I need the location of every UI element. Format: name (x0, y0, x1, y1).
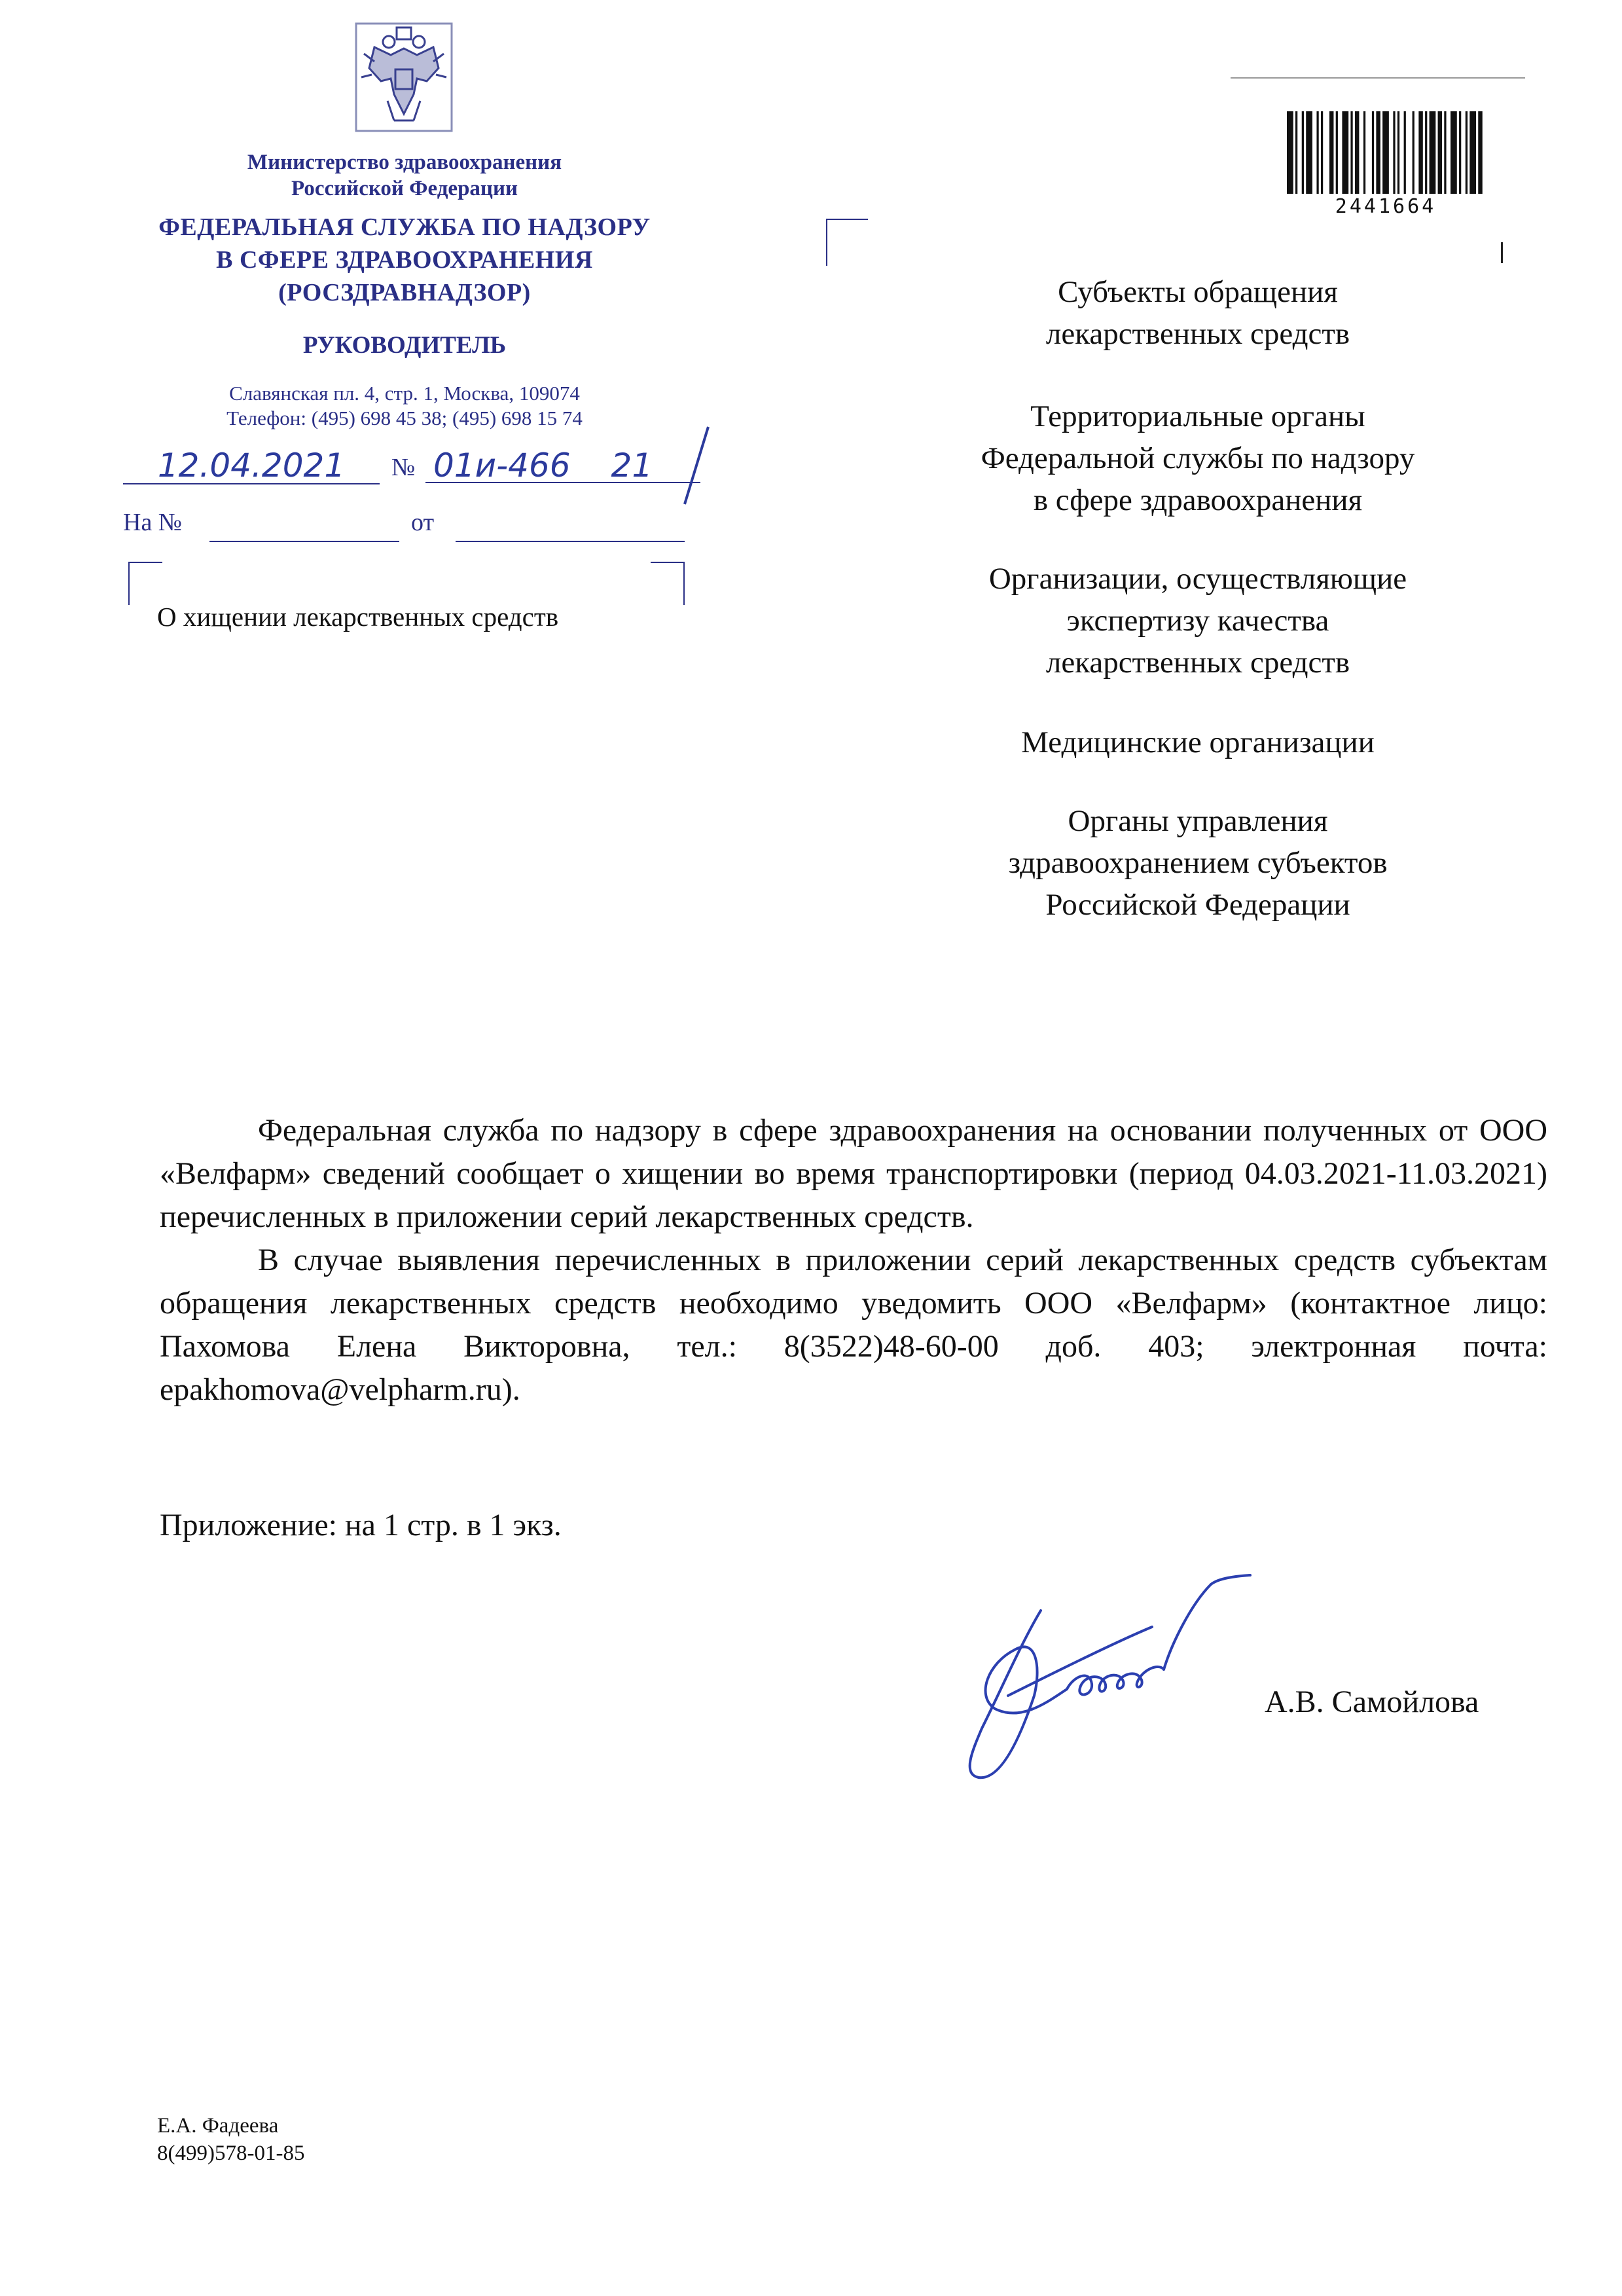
barcode-bar (1444, 111, 1446, 194)
addressee-1: Субъекты обращения лекарственных средств (1045, 275, 1350, 351)
coat-of-arms-icon (355, 22, 453, 132)
barcode-bar (1316, 111, 1318, 194)
letterhead-phone: Телефон: (495) 698 45 38; (495) 698 15 74 (226, 407, 583, 429)
letter-body (160, 1109, 1547, 1412)
letterhead-contacts (123, 381, 686, 431)
reference-date-field (456, 541, 685, 542)
barcode-number: 2441664 (1335, 195, 1437, 218)
letterhead-address: Славянская пл. 4, стр. 1, Москва, 109074 (229, 382, 580, 405)
barcode-bar (1306, 111, 1312, 194)
barcode-bar (1363, 111, 1365, 194)
barcode-top-line (1231, 77, 1525, 79)
barcode-bar (1393, 111, 1395, 194)
barcode-bar (1469, 111, 1476, 194)
barcode-bar (1329, 111, 1333, 194)
barcode-bar (1451, 111, 1457, 194)
subject-corner-right (651, 562, 685, 605)
letter-subject: О хищении лекарственных средств (157, 602, 559, 632)
addressee-2: Территориальные органы Федеральной службы по надзору в сфере здравоохранения (981, 399, 1415, 517)
addressee-corner (826, 219, 868, 266)
body-paragraph-2: В случае выявления перечисленных в приложении серий лекарственных средств субъектам обращения лекарственных средств необходимо уведомить ООО «Велфарм» (контактное лицо: Пахомова Елена Викторовна, тел.: 8(3522)48-60-00 доб. 403; электронная почта: epakhomova@velpharm.ru). (160, 1243, 1547, 1407)
barcode-bar (1438, 111, 1442, 194)
service-name: ФЕДЕРАЛЬНАЯ СЛУЖБА ПО НАДЗОРУ В СФЕРЕ ЗДРАВООХРАНЕНИЯ (РОСЗДРАВНАДЗОР) (158, 213, 651, 306)
barcode-bar (1287, 111, 1293, 194)
barcode-bar (1413, 111, 1415, 194)
body-paragraph-1: Федеральная служба по надзору в сфере здравоохранения на основании полученных от ООО «Велфарм» сведений сообщает о хищении во время транспортировки (период 04.03.2021-11.03.2021) перечисленных в приложении серий лекарственных средств. (160, 1113, 1547, 1234)
handwritten-signature-icon (943, 1565, 1329, 1787)
reference-number-field (209, 541, 399, 542)
margin-tick-mark (1501, 242, 1503, 263)
ministry-name: Министерство здравоохранения Российской Федерации (247, 151, 562, 200)
barcode-bar (1302, 111, 1304, 194)
registration-number: 01и-466 21 (425, 448, 700, 483)
signer-name: А.В. Самойлова (1265, 1685, 1479, 1719)
reference-date-label: от (411, 509, 435, 536)
barcode-icon (1287, 111, 1485, 194)
barcode-bar (1466, 111, 1468, 194)
barcode-bar (1418, 111, 1422, 194)
barcode-bar (1372, 111, 1374, 194)
executor-name: Е.А. Фадеева (157, 2114, 279, 2138)
barcode-bar (1430, 111, 1436, 194)
barcode-bar (1376, 111, 1380, 194)
subject-corner-left (128, 562, 162, 605)
barcode-bar (1350, 111, 1352, 194)
handwritten-slash-icon (678, 423, 715, 508)
barcode-bar (1321, 111, 1323, 194)
registration-date: 12.04.2021 (123, 448, 380, 484)
barcode-bar (1295, 111, 1297, 194)
barcode-bar (1478, 111, 1482, 194)
registration-number-label: № (391, 454, 416, 481)
attachment-note: Приложение: на 1 стр. в 1 экз. (160, 1508, 562, 1542)
barcode-bar (1425, 111, 1427, 194)
barcode-bar (1336, 111, 1338, 194)
addressee-4: Медицинские организации (1021, 725, 1375, 759)
head-title: РУКОВОДИТЕЛЬ (302, 332, 507, 359)
addressee-5: Органы управления здравоохранением субъектов Российской Федерации (1008, 804, 1388, 922)
addressee-3: Организации, осуществляющие экспертизу качества лекарственных средств (988, 562, 1407, 680)
executor-info (157, 2112, 304, 2167)
barcode-bar (1404, 111, 1406, 194)
registration-number-suffix: 21 (611, 446, 653, 484)
barcode-bar (1342, 111, 1348, 194)
barcode-bar (1397, 111, 1399, 194)
executor-phone: 8(499)578-01-85 (157, 2141, 305, 2165)
barcode-bar (1382, 111, 1389, 194)
reference-number-label: На № (123, 509, 183, 536)
barcode-bar (1355, 111, 1359, 194)
barcode-bar (1459, 111, 1461, 194)
